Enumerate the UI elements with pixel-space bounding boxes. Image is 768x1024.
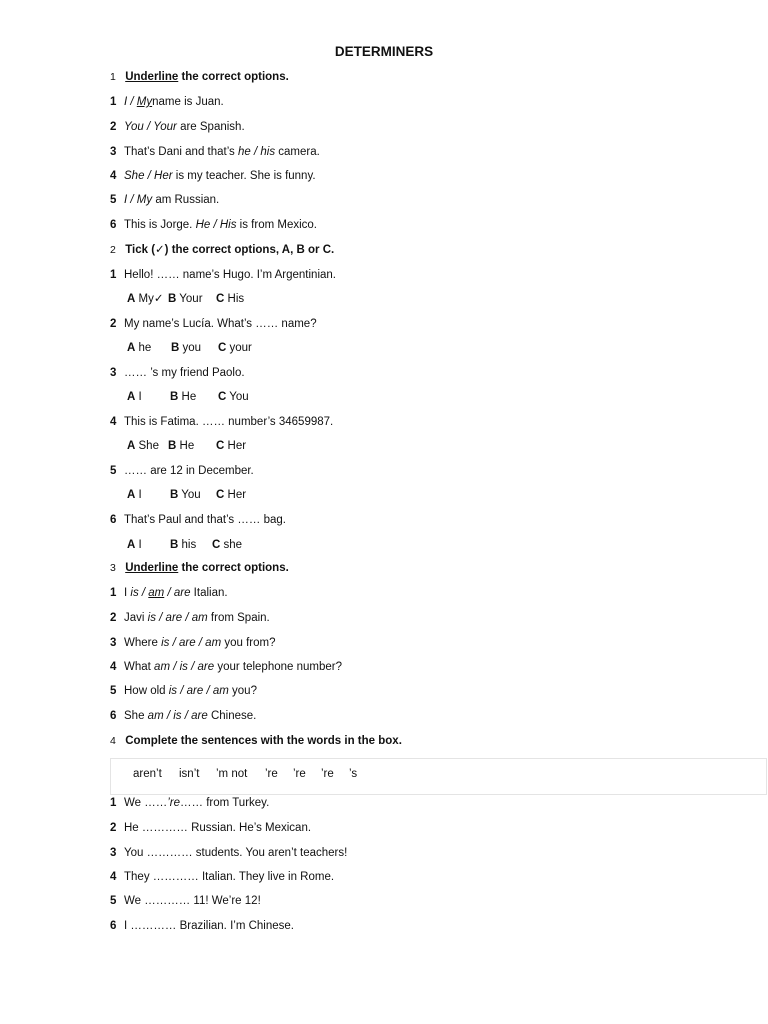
answer-option-c[interactable] bbox=[218, 389, 249, 405]
sentence-fragment: We …… bbox=[124, 797, 168, 809]
exercise-item bbox=[110, 585, 228, 601]
exercise-item bbox=[110, 267, 336, 283]
answer-option-b[interactable] bbox=[171, 340, 201, 356]
option-text: My✓ bbox=[135, 293, 164, 305]
section-number: 3 bbox=[110, 562, 116, 574]
exercise-item bbox=[110, 192, 219, 208]
word-box bbox=[110, 758, 767, 795]
sentence-fragment: Javi bbox=[124, 612, 148, 624]
answer-option-c[interactable] bbox=[216, 291, 244, 307]
section-2-heading bbox=[110, 242, 334, 258]
item-number: 6 bbox=[110, 710, 117, 722]
sentence-fragment: you? bbox=[228, 685, 257, 697]
sentence-fragment: is / are / am bbox=[147, 612, 208, 624]
exercise-item bbox=[110, 94, 224, 110]
option-letter: A bbox=[127, 293, 136, 305]
item-number: 3 bbox=[110, 847, 117, 859]
sentence-fragment: We ………… 11! We’re 12! bbox=[124, 895, 261, 907]
section-title-rest: the correct options. bbox=[178, 562, 289, 574]
item-number: 1 bbox=[110, 269, 117, 281]
item-number: 2 bbox=[110, 121, 117, 133]
section-title-underline: Underline bbox=[125, 71, 179, 83]
answer-option-a[interactable] bbox=[127, 438, 159, 454]
sentence-fragment: I / My bbox=[124, 194, 153, 206]
exercise-item bbox=[110, 316, 317, 332]
option-text: I bbox=[135, 391, 142, 403]
item-number: 5 bbox=[110, 465, 117, 477]
sentence-fragment: I bbox=[124, 587, 131, 599]
option-letter: A bbox=[127, 539, 136, 551]
option-text: he bbox=[135, 342, 152, 354]
sentence-fragment: …… from Turkey. bbox=[180, 797, 270, 809]
sentence-fragment: am Russian. bbox=[152, 194, 220, 206]
item-number: 5 bbox=[110, 895, 117, 907]
item-number: 3 bbox=[110, 146, 117, 158]
item-text: Hello! …… name’s Hugo. I’m Argentinian. bbox=[124, 269, 336, 281]
option-letter: B bbox=[168, 440, 177, 452]
answer-option-c[interactable] bbox=[216, 487, 246, 503]
sentence-fragment: That’s Dani and that’s bbox=[124, 146, 239, 158]
sentence-fragment: This is Jorge. bbox=[124, 219, 196, 231]
item-number: 4 bbox=[110, 661, 117, 673]
item-number: 2 bbox=[110, 612, 117, 624]
exercise-item bbox=[110, 893, 261, 909]
exercise-item bbox=[110, 918, 294, 934]
sentence-fragment: name is Juan. bbox=[152, 96, 224, 108]
option-text: You bbox=[178, 489, 201, 501]
box-word: aren’t bbox=[133, 768, 162, 780]
exercise-item bbox=[110, 795, 269, 811]
sentence-fragment: am / is / are bbox=[147, 710, 208, 722]
option-text: She bbox=[135, 440, 159, 452]
sentence-fragment: am bbox=[148, 587, 165, 599]
answer-option-a[interactable] bbox=[127, 340, 151, 356]
sentence-fragment: is from Mexico. bbox=[236, 219, 317, 231]
item-number: 5 bbox=[110, 194, 117, 206]
answer-option-b[interactable] bbox=[168, 291, 203, 307]
sentence-fragment: is / are / am bbox=[161, 637, 222, 649]
exercise-item bbox=[110, 119, 245, 135]
item-number: 4 bbox=[110, 416, 117, 428]
sentence-fragment: Where bbox=[124, 637, 162, 649]
sentence-fragment: your telephone number? bbox=[214, 661, 342, 673]
answer-option-b[interactable] bbox=[170, 389, 196, 405]
exercise-item bbox=[110, 708, 256, 724]
answer-option-a[interactable] bbox=[127, 487, 142, 503]
answer-option-b[interactable] bbox=[170, 537, 196, 553]
option-letter: A bbox=[127, 342, 136, 354]
sentence-fragment: / are bbox=[164, 587, 191, 599]
exercise-item bbox=[110, 414, 333, 430]
option-text: his bbox=[178, 539, 197, 551]
box-word: ’re bbox=[321, 768, 334, 780]
section-3-heading bbox=[110, 560, 289, 576]
sentence-fragment: I / bbox=[124, 96, 137, 108]
item-number: 4 bbox=[110, 871, 117, 883]
exercise-item bbox=[110, 144, 320, 160]
sentence-fragment: he / his bbox=[238, 146, 276, 158]
option-text: I bbox=[135, 489, 142, 501]
option-letter: B bbox=[170, 391, 179, 403]
option-letter: A bbox=[127, 391, 136, 403]
item-number: 3 bbox=[110, 367, 117, 379]
box-word: ’re bbox=[293, 768, 306, 780]
option-text: Her bbox=[224, 489, 247, 501]
option-text: she bbox=[220, 539, 243, 551]
answer-option-b[interactable] bbox=[168, 438, 194, 454]
section-1-heading bbox=[110, 69, 289, 85]
exercise-item bbox=[110, 869, 334, 885]
section-4-heading bbox=[110, 733, 402, 749]
section-number: 2 bbox=[110, 244, 116, 256]
sentence-fragment: is / bbox=[130, 587, 149, 599]
sentence-fragment: Chinese. bbox=[207, 710, 257, 722]
section-title: Tick (✓) the correct options, A, B or C. bbox=[125, 244, 335, 256]
sentence-fragment: from Spain. bbox=[207, 612, 270, 624]
exercise-item bbox=[110, 659, 342, 675]
exercise-item bbox=[110, 463, 254, 479]
sentence-fragment: My bbox=[136, 96, 153, 108]
sentence-fragment: She / Her bbox=[124, 170, 173, 182]
sentence-fragment: am / is / are bbox=[154, 661, 215, 673]
option-text: He bbox=[178, 391, 197, 403]
exercise-item bbox=[110, 845, 347, 861]
item-number: 6 bbox=[110, 920, 117, 932]
box-word: ’m not bbox=[216, 768, 248, 780]
item-number: 2 bbox=[110, 822, 117, 834]
item-text: …… are 12 in December. bbox=[124, 465, 254, 477]
sentence-fragment: You ………… students. You aren’t teachers! bbox=[124, 847, 348, 859]
option-text: you bbox=[179, 342, 202, 354]
option-text: You bbox=[226, 391, 249, 403]
sentence-fragment: ’re bbox=[167, 797, 181, 809]
exercise-item bbox=[110, 217, 317, 233]
option-letter: C bbox=[216, 440, 225, 452]
item-text: …… ’s my friend Paolo. bbox=[124, 367, 245, 379]
item-number: 1 bbox=[110, 96, 117, 108]
sentence-fragment: is my teacher. She is funny. bbox=[172, 170, 316, 182]
option-letter: A bbox=[127, 440, 136, 452]
option-text: He bbox=[176, 440, 195, 452]
section-title-underline: Underline bbox=[125, 562, 179, 574]
item-number: 3 bbox=[110, 637, 117, 649]
sentence-fragment: He ………… Russian. He’s Mexican. bbox=[124, 822, 312, 834]
sentence-fragment: is / are / am bbox=[168, 685, 229, 697]
answer-option-a[interactable] bbox=[127, 389, 142, 405]
option-letter: C bbox=[218, 342, 227, 354]
sentence-fragment: She bbox=[124, 710, 148, 722]
sentence-fragment: How old bbox=[124, 685, 169, 697]
item-number: 2 bbox=[110, 318, 117, 330]
sentence-fragment: you from? bbox=[221, 637, 276, 649]
option-text: His bbox=[224, 293, 245, 305]
exercise-item bbox=[110, 610, 270, 626]
sentence-fragment: They ………… Italian. They live in Rome. bbox=[124, 871, 335, 883]
section-title-rest: the correct options. bbox=[178, 71, 289, 83]
answer-option-c[interactable] bbox=[218, 340, 252, 356]
option-text: Her bbox=[224, 440, 247, 452]
option-letter: B bbox=[170, 489, 179, 501]
sentence-fragment: I ………… Brazilian. I’m Chinese. bbox=[124, 920, 294, 932]
option-letter: B bbox=[171, 342, 180, 354]
sentence-fragment: Italian. bbox=[190, 587, 228, 599]
item-number: 6 bbox=[110, 219, 117, 231]
exercise-item bbox=[110, 683, 257, 699]
exercise-item bbox=[110, 820, 311, 836]
option-text: Your bbox=[176, 293, 203, 305]
item-number: 6 bbox=[110, 514, 117, 526]
box-word: ’re bbox=[265, 768, 278, 780]
option-text: I bbox=[135, 539, 142, 551]
item-text: This is Fatima. …… number’s 34659987. bbox=[124, 416, 334, 428]
exercise-item bbox=[110, 168, 316, 184]
exercise-item bbox=[110, 635, 275, 651]
item-text: That’s Paul and that’s …… bag. bbox=[124, 514, 286, 526]
section-number: 4 bbox=[110, 735, 116, 747]
sentence-fragment: camera. bbox=[275, 146, 320, 158]
sentence-fragment: You / Your bbox=[124, 121, 177, 133]
item-number: 1 bbox=[110, 797, 117, 809]
item-text: My name’s Lucía. What’s …… name? bbox=[124, 318, 317, 330]
sentence-fragment: He / His bbox=[195, 219, 237, 231]
item-number: 4 bbox=[110, 170, 117, 182]
option-letter: B bbox=[170, 539, 179, 551]
item-number: 5 bbox=[110, 685, 117, 697]
answer-option-b[interactable] bbox=[170, 487, 201, 503]
exercise-item bbox=[110, 512, 286, 528]
option-letter: C bbox=[212, 539, 221, 551]
box-word: ’s bbox=[349, 768, 358, 780]
answer-option-c[interactable] bbox=[216, 438, 246, 454]
section-title: Complete the sentences with the words in the box. bbox=[125, 735, 402, 747]
answer-option-c[interactable] bbox=[212, 537, 242, 553]
option-letter: A bbox=[127, 489, 136, 501]
sentence-fragment: are Spanish. bbox=[176, 121, 245, 133]
box-word: isn’t bbox=[179, 768, 200, 780]
option-letter: B bbox=[168, 293, 177, 305]
sentence-fragment: What bbox=[124, 661, 155, 673]
answer-option-a[interactable] bbox=[127, 291, 163, 307]
section-number: 1 bbox=[110, 71, 116, 83]
page-title: DETERMINERS bbox=[334, 44, 434, 59]
option-text: your bbox=[226, 342, 252, 354]
option-letter: C bbox=[216, 293, 225, 305]
answer-option-a[interactable] bbox=[127, 537, 142, 553]
option-letter: C bbox=[216, 489, 225, 501]
exercise-item bbox=[110, 365, 245, 381]
option-letter: C bbox=[218, 391, 227, 403]
item-number: 1 bbox=[110, 587, 117, 599]
